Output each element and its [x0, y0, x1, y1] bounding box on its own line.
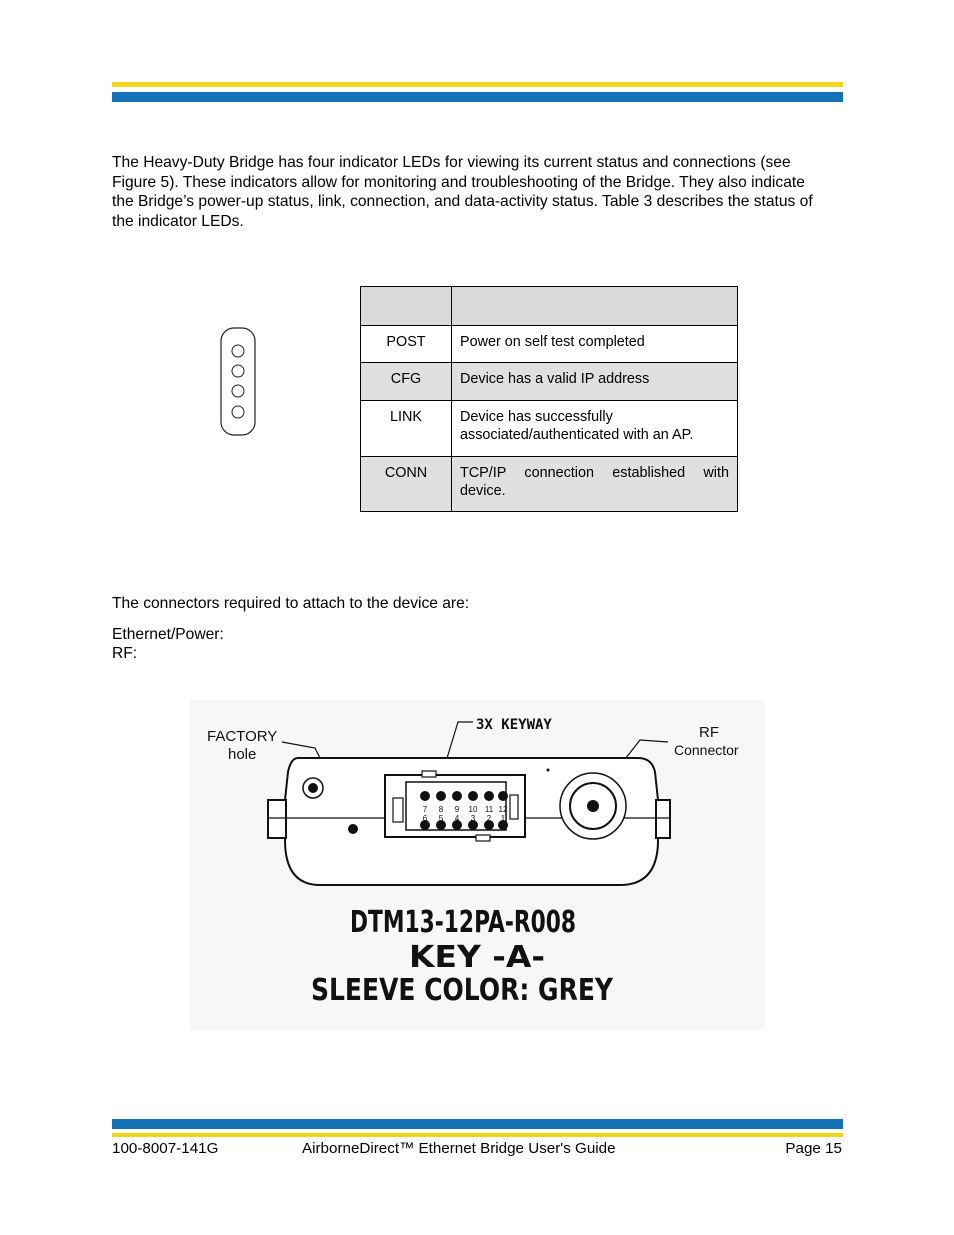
keyway-notch-top [422, 771, 436, 777]
vent-icon-inner [308, 783, 318, 793]
left-tab [268, 800, 286, 838]
pin-number: 2 [486, 814, 492, 823]
pin-number: 4 [454, 814, 460, 823]
led-name: POST [361, 326, 452, 363]
pin [498, 791, 508, 801]
rf-label-figure: RF [699, 724, 719, 741]
header-blue-stripe [112, 92, 843, 102]
pin [420, 791, 430, 801]
pin [436, 791, 446, 801]
page-number: Page 15 [785, 1140, 842, 1157]
table-header-led [361, 287, 452, 326]
footer-yellow-stripe [112, 1133, 843, 1137]
factory-hole-icon [348, 824, 358, 834]
pin [484, 791, 494, 801]
led-name: LINK [361, 401, 452, 457]
table-row [361, 363, 738, 401]
led-conn-indicator [232, 406, 244, 418]
pin-number: 12 [498, 805, 508, 814]
pin-number: 5 [438, 814, 444, 823]
pin-number: 6 [422, 814, 428, 823]
orientation-dot [547, 769, 550, 772]
led-name: CONN [361, 457, 452, 512]
latch-right [510, 795, 518, 819]
connector-diagram [190, 700, 765, 1030]
rf-label: RF: [112, 645, 138, 662]
led-description: Device has a valid IP address [452, 363, 738, 401]
pin [452, 791, 462, 801]
right-tab [656, 800, 670, 838]
led-link-indicator [232, 385, 244, 397]
ethernet-power-label: Ethernet/Power: [112, 626, 224, 643]
rf-connector-pin [587, 800, 599, 812]
pin-number: 10 [468, 805, 478, 814]
table-header-row [361, 287, 738, 326]
sleeve-text: SLEEVE COLOR: GREY [311, 973, 615, 1008]
connector-label: Connector [674, 742, 739, 758]
hole-label: hole [228, 746, 257, 763]
led-description: Device has successfully associated/authenticated with an AP. [452, 401, 738, 457]
pin-number: 3 [470, 814, 476, 823]
key-text: KEY -A- [409, 940, 545, 975]
pin-number: 7 [422, 805, 428, 814]
footer-blue-stripe [112, 1119, 843, 1129]
latch-left [393, 798, 403, 822]
table-row [361, 326, 738, 363]
led-description: Power on self test completed [452, 326, 738, 363]
led-description: TCP/IP connection established with device. [452, 457, 738, 512]
connectors-intro: The connectors required to attach to the device are: [112, 595, 470, 612]
led-post-indicator [232, 345, 244, 357]
intro-paragraph: The Heavy-Duty Bridge has four indicator LEDs for viewing its current status and connections (see Figure 5). These indicators allow for monitoring and troubleshooting of the Bridge. They also indicate the Bridge’s power-up status, link, connection, and data-activity status. Table 3 describes the status of the indicator LEDs. [112, 154, 813, 230]
led-status-table [360, 286, 738, 512]
led-name: CFG [361, 363, 452, 401]
table-row [361, 457, 738, 512]
pin-number: 11 [484, 805, 494, 814]
table-row [361, 401, 738, 457]
part-number: DTM13-12PA-R008 [350, 905, 576, 940]
pin-number: 9 [454, 805, 460, 814]
keyway-notch-bottom [476, 835, 490, 841]
header-yellow-stripe [112, 82, 843, 87]
pin-number: 1 [500, 814, 506, 823]
pin [468, 791, 478, 801]
led-cfg-indicator [232, 365, 244, 377]
footer-title: AirborneDirect™ Ethernet Bridge User's Guide [302, 1140, 616, 1157]
doc-number: 100-8007-141G [112, 1140, 219, 1157]
led-panel-outline [221, 328, 255, 435]
keyway-label: 3X KEYWAY [476, 717, 552, 733]
factory-label: FACTORY [207, 728, 278, 745]
led-panel-figure [219, 326, 259, 438]
table-header-status [452, 287, 738, 326]
pin-number: 8 [438, 805, 444, 814]
